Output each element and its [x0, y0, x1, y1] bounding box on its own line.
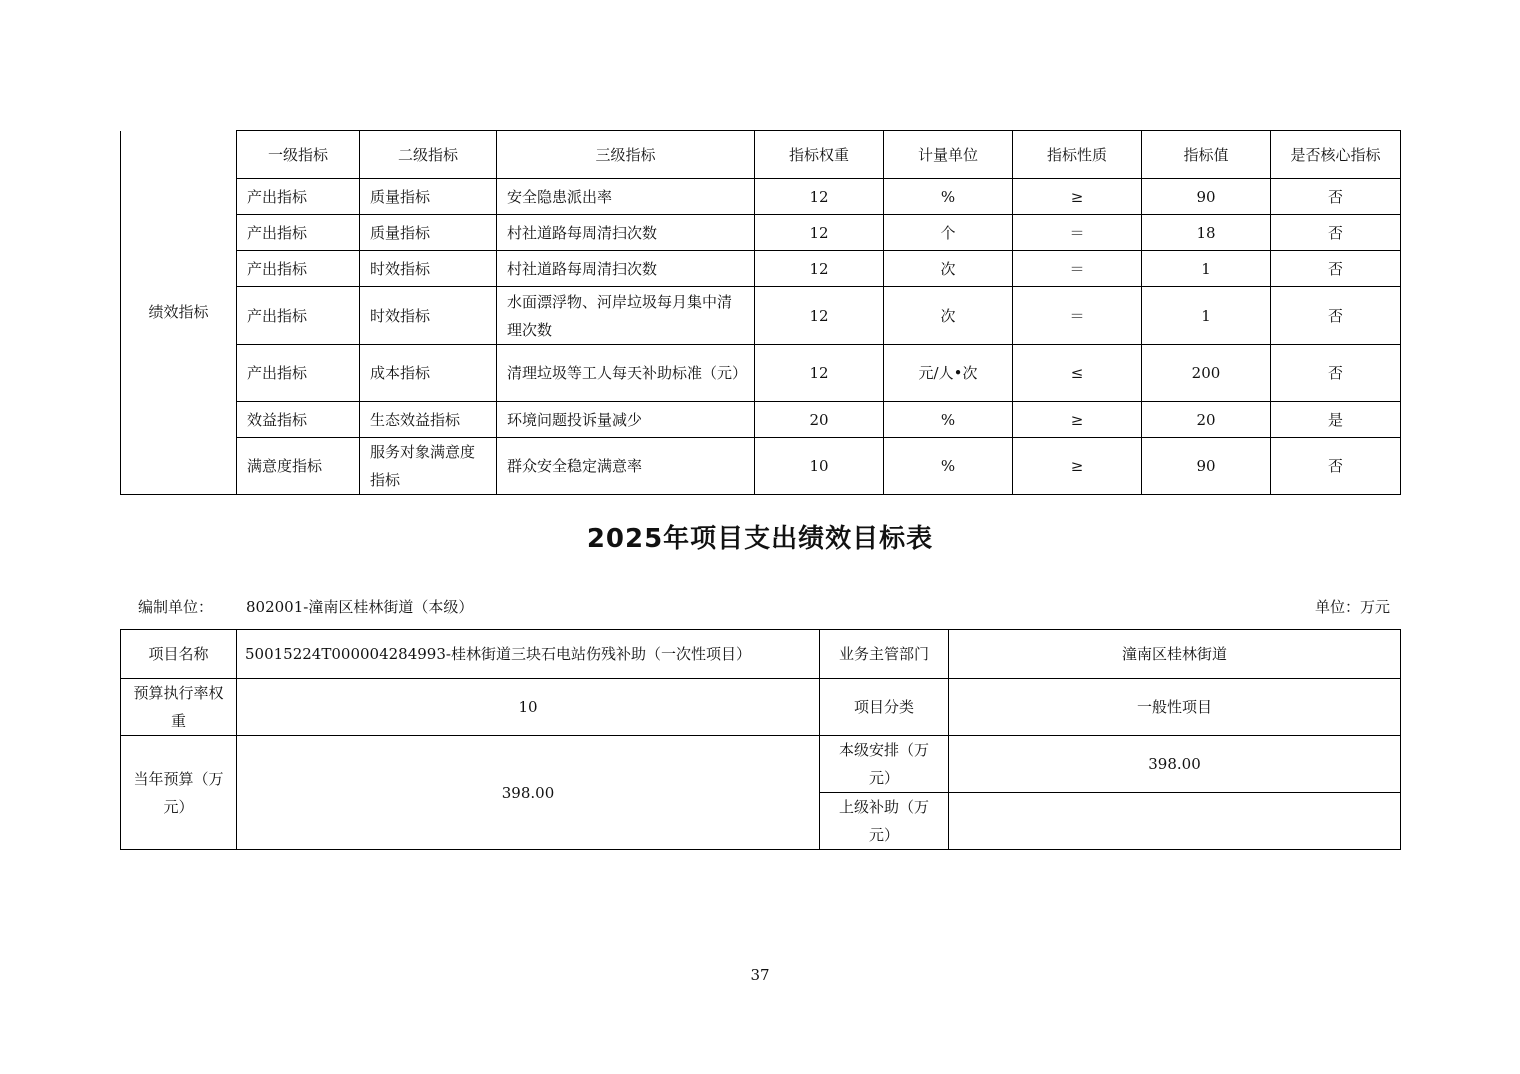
table-cell: ≥	[1013, 438, 1142, 495]
table-cell: 产出指标	[237, 251, 360, 287]
table-cell: 村社道路每周清扫次数	[497, 215, 755, 251]
table-cell: 否	[1271, 179, 1401, 215]
table-cell: 1	[1142, 251, 1271, 287]
column-header: 指标性质	[1013, 131, 1142, 179]
local-value: 398.00	[949, 736, 1401, 793]
table-row	[121, 179, 1401, 215]
table-cell: 元/人•次	[884, 345, 1013, 402]
table-cell: 质量指标	[360, 179, 497, 215]
table-cell: 环境问题投诉量减少	[497, 402, 755, 438]
org-label: 编制单位：	[138, 598, 214, 616]
table-cell: ＝	[1013, 251, 1142, 287]
table-cell: 清理垃圾等工人每天补助标准（元）	[497, 345, 755, 402]
project-name-value: 50015224T000004284993-桂林街道三块石电站伤残补助（一次性项目）	[237, 630, 820, 679]
table-cell: 群众安全稳定满意率	[497, 438, 755, 495]
column-header: 指标权重	[755, 131, 884, 179]
table-cell: 产出指标	[237, 287, 360, 345]
table-cell: 90	[1142, 438, 1271, 495]
table-cell: 产出指标	[237, 345, 360, 402]
table-cell: 否	[1271, 287, 1401, 345]
dept-value: 潼南区桂林街道	[949, 630, 1401, 679]
table-cell: ≤	[1013, 345, 1142, 402]
table-row	[121, 438, 1401, 495]
performance-indicator-table	[120, 130, 1401, 495]
table-cell: 12	[755, 215, 884, 251]
unit-text: 单位：万元	[1314, 598, 1390, 616]
project-name-label: 项目名称	[121, 630, 237, 679]
table-cell: 村社道路每周清扫次数	[497, 251, 755, 287]
column-header: 一级指标	[237, 131, 360, 179]
table-cell: 200	[1142, 345, 1271, 402]
table-cell: 产出指标	[237, 215, 360, 251]
page-number: 37	[750, 966, 770, 984]
table-cell: 产出指标	[237, 179, 360, 215]
table-cell: %	[884, 402, 1013, 438]
table-cell: 12	[755, 345, 884, 402]
table-cell: ≥	[1013, 402, 1142, 438]
table-cell: 时效指标	[360, 251, 497, 287]
table-cell: 成本指标	[360, 345, 497, 402]
superior-value	[949, 793, 1401, 850]
table-cell: 满意度指标	[237, 438, 360, 495]
table-cell: 否	[1271, 345, 1401, 402]
table-row	[121, 402, 1401, 438]
table-cell: %	[884, 438, 1013, 495]
table-cell: ＝	[1013, 215, 1142, 251]
table-cell: 服务对象满意度指标	[360, 438, 497, 495]
side-label: 绩效指标	[121, 131, 237, 495]
table-cell: 12	[755, 251, 884, 287]
table-cell: 次	[884, 251, 1013, 287]
exec-rate-label: 预算执行率权重	[121, 679, 237, 736]
table-cell: 12	[755, 179, 884, 215]
table-cell: 18	[1142, 215, 1271, 251]
table-cell: 否	[1271, 438, 1401, 495]
table-cell: 次	[884, 287, 1013, 345]
table-cell: ＝	[1013, 287, 1142, 345]
table-cell: 90	[1142, 179, 1271, 215]
exec-rate-value: 10	[237, 679, 820, 736]
table-cell: 效益指标	[237, 402, 360, 438]
table-cell: 水面漂浮物、河岸垃圾每月集中清理次数	[497, 287, 755, 345]
table-row	[121, 251, 1401, 287]
category-label: 项目分类	[820, 679, 949, 736]
table-cell: 时效指标	[360, 287, 497, 345]
column-header: 三级指标	[497, 131, 755, 179]
column-header: 计量单位	[884, 131, 1013, 179]
budget-label: 当年预算（万元）	[121, 736, 237, 850]
category-value: 一般性项目	[949, 679, 1401, 736]
table-cell: 1	[1142, 287, 1271, 345]
column-header: 指标值	[1142, 131, 1271, 179]
table-cell: 20	[1142, 402, 1271, 438]
table-cell: ≥	[1013, 179, 1142, 215]
table-cell: 质量指标	[360, 215, 497, 251]
table-row	[121, 215, 1401, 251]
table-cell: 否	[1271, 251, 1401, 287]
table-cell: %	[884, 179, 1013, 215]
dept-label: 业务主管部门	[820, 630, 949, 679]
budget-value: 398.00	[237, 736, 820, 850]
table-cell: 生态效益指标	[360, 402, 497, 438]
table-row	[121, 287, 1401, 345]
column-header: 是否核心指标	[1271, 131, 1401, 179]
local-label: 本级安排（万元）	[820, 736, 949, 793]
table-header-row	[121, 131, 1401, 179]
table-cell: 否	[1271, 215, 1401, 251]
superior-label: 上级补助（万元）	[820, 793, 949, 850]
org-value: 802001-潼南区桂林街道（本级）	[246, 598, 474, 616]
table-cell: 20	[755, 402, 884, 438]
table-cell: 安全隐患派出率	[497, 179, 755, 215]
table-cell: 个	[884, 215, 1013, 251]
page-title: 2025年项目支出绩效目标表	[586, 524, 934, 554]
table-cell: 12	[755, 287, 884, 345]
table-cell: 是	[1271, 402, 1401, 438]
table-cell: 10	[755, 438, 884, 495]
column-header: 二级指标	[360, 131, 497, 179]
project-info-table	[120, 629, 1401, 850]
table-row	[121, 345, 1401, 402]
